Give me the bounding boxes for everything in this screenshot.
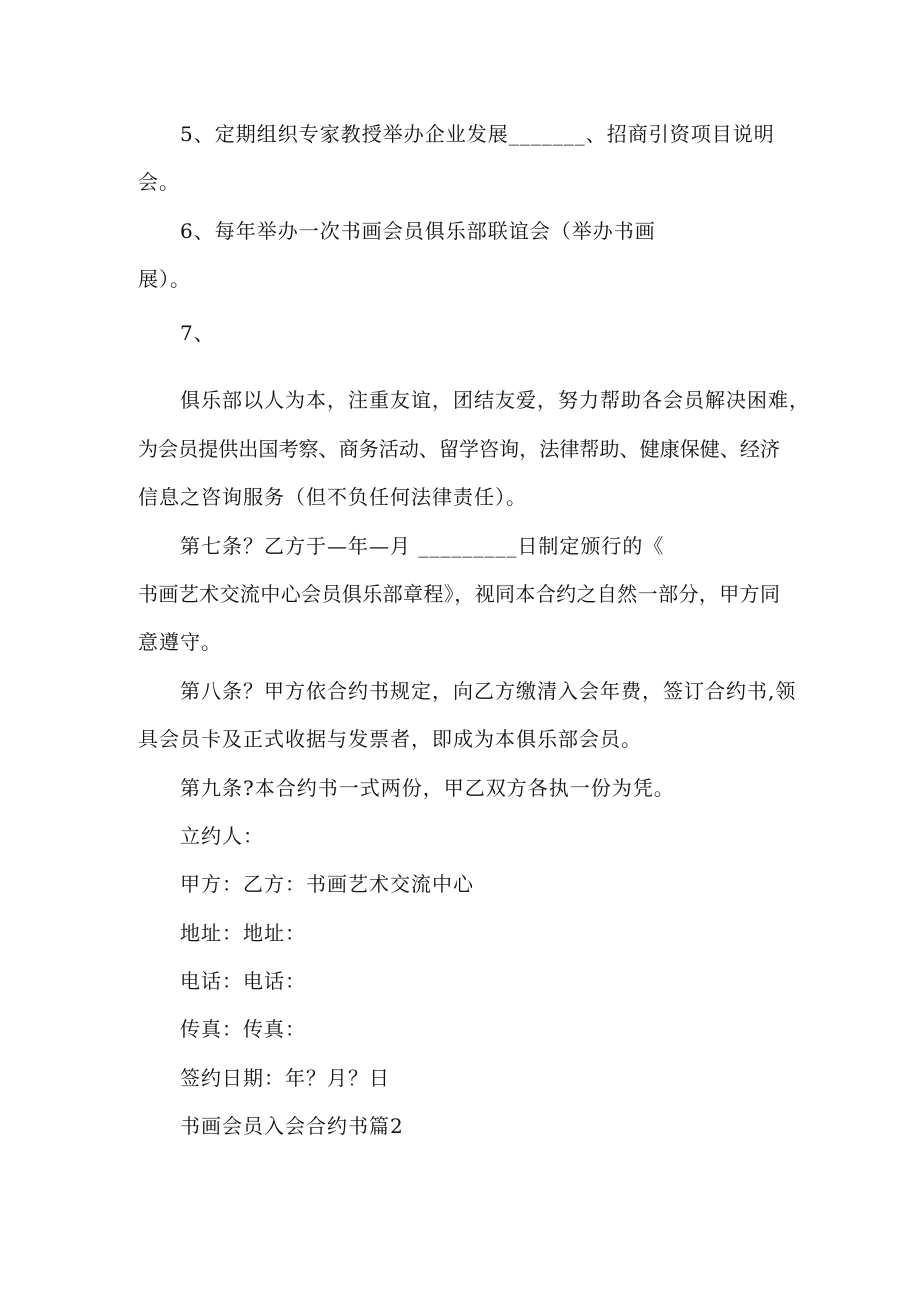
phone-line: 电话：电话： [180,969,306,993]
item-7: 7、 [180,321,215,345]
next-section-title: 书画会员入会合约书篇2 [180,1114,404,1138]
article-7-line-1: 第七条？乙方于—年—月 _________日制定颁行的《 [180,534,665,558]
sign-date-line: 签约日期：年？月？日 [180,1066,390,1090]
item-6-line-1: 6、每年举办一次书画会员俱乐部联谊会（举办书画 [180,219,656,243]
signatories-label: 立约人： [180,824,264,848]
article-7-line-2: 书画艺术交流中心会员俱乐部章程》，视同本合约之自然一部分，甲方同 [138,582,780,606]
parties-line: 甲方：乙方：书画艺术交流中心 [180,872,474,896]
paragraph-line-3: 信息之咨询服务（但不负任何法律责任）。 [138,485,527,509]
fax-line: 传真：传真： [180,1017,306,1041]
paragraph-line-2: 为会员提供出国考察、商务活动、留学咨询，法律帮助、健康保健、经济 [138,437,780,461]
article-9: 第九条?本合约书一式两份，甲乙双方各执一份为凭。 [180,776,675,800]
item-6-line-2: 展）。 [138,267,191,291]
item-5-line-2: 会。 [138,170,180,194]
paragraph-line-1: 俱乐部以人为本，注重友谊，团结友爱，努力帮助各会员解决困难， [180,388,810,412]
item-5-line-1: 5、定期组织专家教授举办企业发展_______、招商引资项目说明 [180,122,775,146]
address-line: 地址：地址： [180,921,306,945]
article-8-line-1: 第八条？甲方依合约书规定，向乙方缴清入会年费，签订合约书,领 [180,679,797,703]
article-7-line-3: 意遵守。 [138,630,222,654]
article-8-line-2: 具会员卡及正式收据与发票者，即成为本俱乐部会员。 [138,727,642,751]
